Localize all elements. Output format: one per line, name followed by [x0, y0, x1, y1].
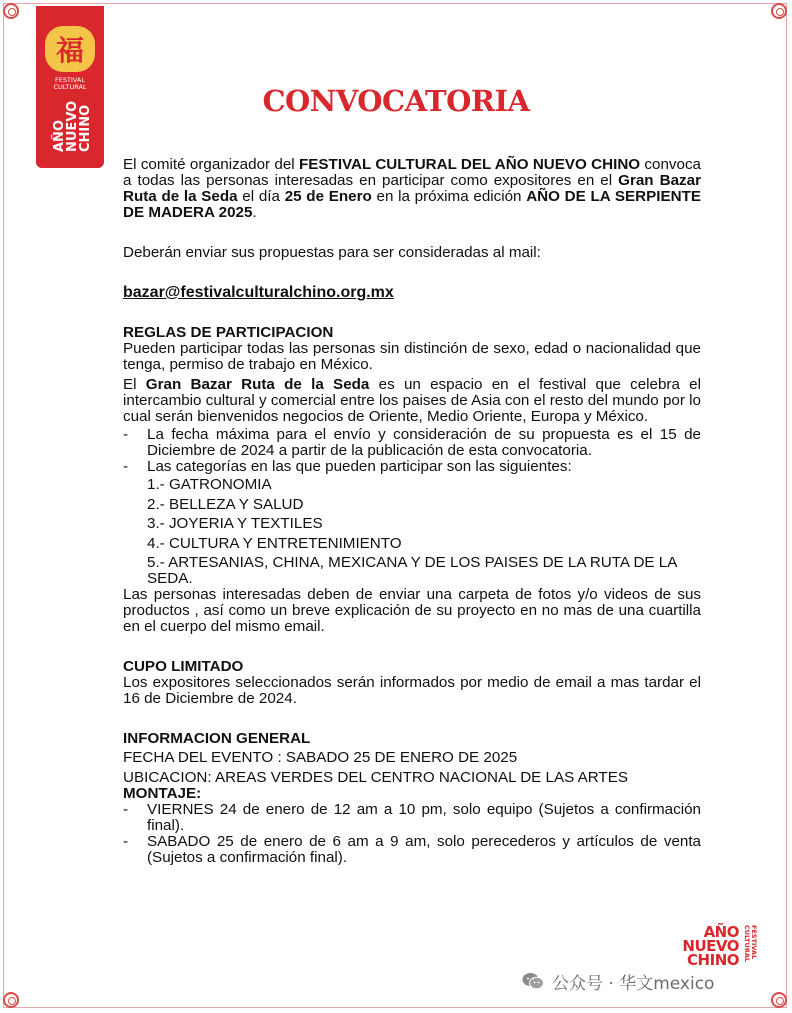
list-item: 2.- BELLEZA Y SALUD [147, 495, 304, 513]
email-link[interactable]: bazar@festivalculturalchino.org.mx [123, 284, 394, 301]
corner-ornament [3, 3, 19, 19]
info-fecha: FECHA DEL EVENTO : SABADO 25 DE ENERO DE 2025 [123, 749, 518, 767]
fu-seal-icon [45, 26, 95, 72]
banner-logo-nuevo: NUEVO [65, 100, 80, 152]
montaje-bullet-viernes: - VIERNES 24 de enero de 12 am a 10 pm, solo equipo (Sujetos a confirmación final). [123, 801, 701, 835]
footer-logo-side: FESTIVAL CULTURAL [743, 925, 758, 963]
corner-ornament [771, 3, 787, 19]
info-ubicacion: UBICACION: AREAS VERDES DEL CENTRO NACIONAL DE LAS ARTES [123, 769, 628, 787]
list-item: 1.- GATRONOMIA [147, 476, 272, 493]
rules-paragraph-2: El Gran Bazar Ruta de la Seda es un espacio en el festival que celebra el intercambio cultural y comercial entre los paises de Asia con el resto del mundo por lo cual serán bienvenidos negocios de Oriente, Medio Oriente, Europa y México. [123, 376, 701, 425]
page-title: CONVOCATORIA [262, 84, 530, 118]
cupo-heading: CUPO LIMITADO [123, 658, 244, 676]
rules-bullet-deadline: - La fecha máxima para el envío y consideración de su propuesta es el 15 de Diciembre de 2024 a partir de la publicación de esta convocatoria. [123, 426, 701, 459]
banner-logo-chino: CHINO [78, 104, 93, 152]
document-body [123, 157, 701, 866]
montaje-bullet-sabado: - SABADO 25 de enero de 6 am a 9 am, solo perecederos y artículos de venta (Sujetos a confirmación final). [123, 833, 701, 867]
list-item: 3.- JOYERIA Y TEXTILES [147, 515, 323, 533]
rules-paragraph-3: Las personas interesadas deben de enviar una carpeta de fotos y/o videos de sus productos , así como un breve explicación de su proyecto en no mas de una cuartilla en el cuerpo del mismo email. [123, 586, 701, 636]
list-item: 5.- ARTESANIAS, CHINA, MEXICANA Y DE LOS PAISES DE LA RUTA DE LA SEDA. [147, 554, 677, 588]
banner-festival-label: FESTIVAL [55, 76, 85, 84]
rules-heading: REGLAS DE PARTICIPACION [123, 324, 334, 341]
list-item: 4.- CULTURA Y ENTRETENIMIENTO [147, 534, 402, 552]
intro-paragraph: El comité organizador del FESTIVAL CULTURAL DEL AÑO NUEVO CHINO convoca a todas las personas interesadas en participar como expositores en el Gran Bazar Ruta de la Seda el día 25 de Enero en la próxima edición AÑO DE LA SERPIENTE DE MADERA 2025. [123, 156, 701, 221]
banner-cultural-label: CULTURAL [53, 83, 87, 91]
watermark-text: 公众号 · 华文mexico [552, 973, 715, 994]
wechat-icon [522, 972, 544, 990]
info-heading: INFORMACION GENERAL [123, 730, 311, 748]
montaje-heading: MONTAJE: [123, 785, 202, 803]
footer-logo-ano: AÑO [703, 923, 739, 941]
footer-logo-chino: CHINO [687, 951, 739, 969]
rules-bullet-categories: - Las categorías en las que pueden participar son las siguientes: [123, 458, 572, 475]
footer-logo-nuevo: NUEVO [682, 937, 739, 955]
seal-char: 福 [55, 34, 84, 67]
corner-ornament [771, 992, 787, 1008]
category-list [147, 477, 701, 587]
rules-paragraph-1: Pueden participar todas las personas sin distinción de sexo, edad o nacionalidad que tenga, permiso de trabajo en México. [123, 340, 701, 373]
send-proposal-text: Deberán enviar sus propuestas para ser consideradas al mail: [123, 244, 541, 261]
corner-ornament [3, 992, 19, 1008]
wechat-watermark [522, 968, 714, 994]
cupo-text: Los expositores seleccionados serán informados por medio de email a mas tardar el 16 de Diciembre de 2024. [123, 674, 701, 708]
banner-logo-ano: AÑO [52, 120, 67, 152]
